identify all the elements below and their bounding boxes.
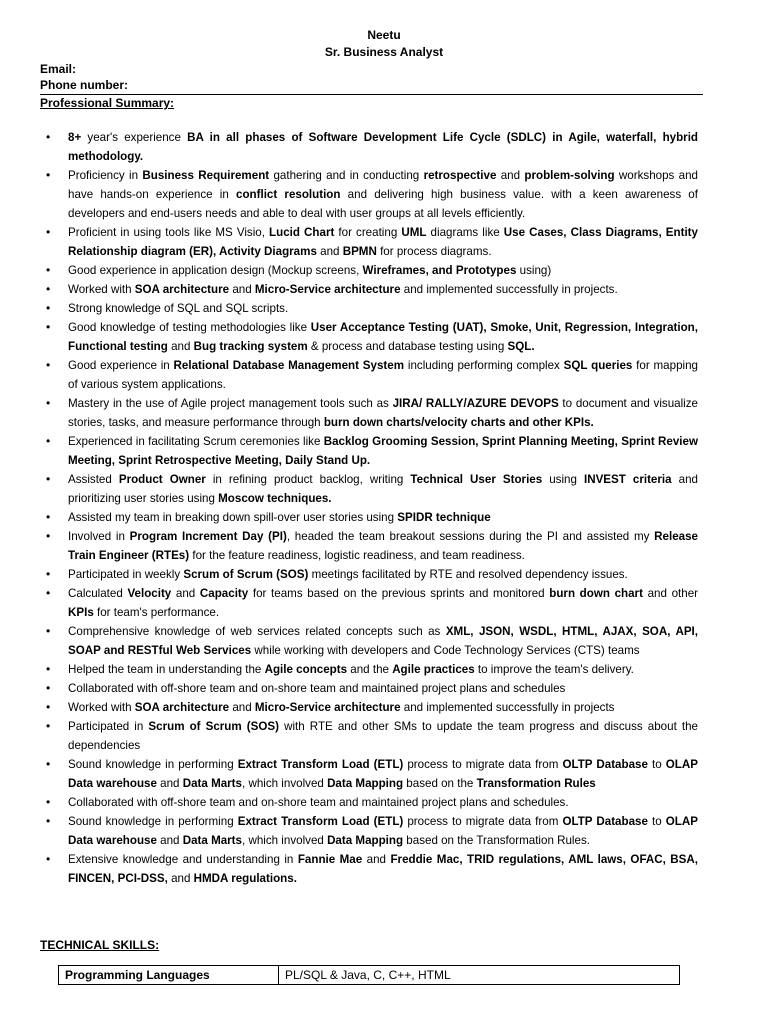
summary-item-bold-text: Program Increment Day (PI) bbox=[129, 530, 287, 543]
summary-item-text: Strong knowledge of SQL and SQL scripts. bbox=[68, 302, 289, 315]
summary-item-text: Good experience in application design (Mockup screens, bbox=[68, 264, 363, 277]
summary-item-bold-text: Data Mapping bbox=[327, 834, 404, 847]
summary-item-bold-text: Wireframes, and Prototypes bbox=[362, 264, 517, 277]
summary-item-bold-text: Lucid Chart bbox=[269, 226, 335, 239]
summary-item-text: for mapping of various system applications. bbox=[68, 359, 698, 391]
summary-item-text: Good knowledge of testing methodologies like bbox=[68, 321, 311, 334]
summary-item-text: Collaborated with off-shore team and on-shore team and maintained project plans and schedules. bbox=[68, 796, 569, 809]
summary-item-text: Proficiency in bbox=[68, 169, 143, 182]
summary-item-bold-text: burn down charts/velocity charts and other KPIs. bbox=[323, 416, 594, 429]
summary-item-text: and bbox=[362, 853, 391, 866]
summary-item bbox=[44, 356, 698, 394]
summary-item-bold-text: OLAP Data warehouse bbox=[68, 758, 698, 790]
summary-item-text: gathering and in conducting bbox=[269, 169, 424, 182]
summary-item-text: and implemented successfully in projects. bbox=[400, 283, 618, 296]
summary-item-text: Sound knowledge in performing bbox=[68, 758, 238, 771]
summary-item-text: to document and visualize stories, tasks, and measure performance through bbox=[68, 397, 698, 429]
summary-item-text: in refining product backlog, writing bbox=[205, 473, 411, 486]
skills-row bbox=[59, 966, 680, 985]
summary-item-bold-text: Technical User Stories bbox=[410, 473, 543, 486]
summary-item-bold-text: User Acceptance Testing (UAT), Smoke, Unit, Regression, Integration, Functional testing bbox=[68, 321, 698, 353]
summary-item-text: Extensive knowledge and understanding in bbox=[68, 853, 298, 866]
summary-item-text: year's experience bbox=[81, 131, 188, 144]
summary-item-bold-text: conflict resolution bbox=[236, 188, 341, 201]
summary-item-bold-text: Freddie Mac, TRID regulations, AML laws, OFAC, BSA, FINCEN, PCI-DSS, bbox=[68, 853, 699, 885]
summary-item bbox=[44, 679, 698, 698]
summary-item-text: Assisted bbox=[68, 473, 119, 486]
summary-item-text: for the feature readiness, logistic readiness, and team readiness. bbox=[189, 549, 525, 562]
summary-item-bold-text: Micro-Service architecture bbox=[254, 701, 401, 714]
summary-item-text: , headed the team breakout sessions during the PI and assisted my bbox=[286, 530, 655, 543]
summary-item-bold-text: Release Train Engineer (RTEs) bbox=[68, 530, 698, 562]
summary-item bbox=[44, 622, 698, 660]
summary-item-text: and prioritizing user stories using bbox=[68, 473, 698, 505]
summary-item-text: with RTE and other SMs to update the team progress and discuss about the dependencies bbox=[68, 720, 698, 752]
summary-item bbox=[44, 470, 698, 508]
summary-item-text: Collaborated with off-shore team and on-shore team and maintained project plans and schedules bbox=[68, 682, 566, 695]
summary-item-bold-text: SOA architecture bbox=[134, 283, 230, 296]
summary-item-text: using bbox=[542, 473, 584, 486]
summary-item-bold-text: Capacity bbox=[199, 587, 249, 600]
summary-item-bold-text: Backlog Grooming Session, Sprint Planning Meeting, Sprint Review Meeting, Sprint Retrospective Meeting, Daily Stand Up. bbox=[68, 435, 698, 467]
summary-item-bold-text: Micro-Service architecture bbox=[254, 283, 401, 296]
summary-item-bold-text: Business Requirement bbox=[142, 169, 270, 182]
summary-item-text: Calculated bbox=[68, 587, 128, 600]
summary-item-text: and other bbox=[642, 587, 698, 600]
summary-item-text: to bbox=[647, 758, 666, 771]
summary-item-bold-text: Data Mapping bbox=[327, 777, 404, 790]
summary-item-text: Involved in bbox=[68, 530, 130, 543]
summary-item bbox=[44, 527, 698, 565]
summary-item-bold-text: SQL queries bbox=[563, 359, 633, 372]
summary-item-bold-text: Velocity bbox=[127, 587, 172, 600]
summary-item bbox=[44, 394, 698, 432]
summary-item-bold-text: SOA architecture bbox=[134, 701, 230, 714]
summary-item-bold-text: SQL. bbox=[507, 340, 535, 353]
summary-item-text: using) bbox=[516, 264, 552, 277]
summary-item-text: while working with developers and Code Technology Services (CTS) teams bbox=[251, 644, 640, 657]
summary-item-text: and delivering high business value. with a keen awareness of developers and end-users needs and able to deal with user groups at all levels efficiently. bbox=[68, 188, 698, 220]
summary-item-text: and implemented successfully in projects bbox=[400, 701, 615, 714]
summary-item-bold-text: Fannie Mae bbox=[297, 853, 363, 866]
summary-item bbox=[44, 223, 698, 261]
summary-item-text: including performing complex bbox=[404, 359, 564, 372]
summary-item-text: and bbox=[316, 245, 343, 258]
summary-item bbox=[44, 812, 698, 850]
summary-item bbox=[44, 793, 698, 812]
summary-item-bold-text: Extract Transform Load (ETL) bbox=[237, 758, 404, 771]
summary-item-text: Comprehensive knowledge of web services related concepts such as bbox=[68, 625, 446, 638]
summary-item-bold-text: Agile concepts bbox=[264, 663, 348, 676]
summary-item-bold-text: UML bbox=[401, 226, 427, 239]
summary-item-text: Worked with bbox=[68, 701, 135, 714]
summary-item-bold-text: retrospective bbox=[423, 169, 497, 182]
summary-item-text: for teams based on the previous sprints and monitored bbox=[248, 587, 550, 600]
summary-item-bold-text: Moscow techniques. bbox=[218, 492, 332, 505]
summary-item bbox=[44, 166, 698, 223]
skills-values: PL/SQL & Java, C, C++, HTML bbox=[279, 966, 680, 985]
summary-item-text: to improve the team's delivery. bbox=[474, 663, 634, 676]
summary-item-text: Helped the team in understanding the bbox=[68, 663, 265, 676]
phone-label: Phone number: bbox=[40, 78, 129, 92]
summary-item-text: and bbox=[229, 283, 255, 296]
summary-item-text: for process diagrams. bbox=[376, 245, 492, 258]
summary-item-bold-text: Relational Database Management System bbox=[173, 359, 405, 372]
summary-item-bold-text: problem-solving bbox=[524, 169, 615, 182]
summary-item-bold-text: Scrum of Scrum (SOS) bbox=[148, 720, 279, 733]
summary-item-bold-text: BPMN bbox=[342, 245, 377, 258]
summary-item-text: process to migrate data from bbox=[403, 815, 563, 828]
skills-category: Programming Languages bbox=[59, 966, 279, 985]
summary-item bbox=[44, 299, 698, 318]
summary-item-text: workshops and have hands-on experience in bbox=[68, 169, 699, 201]
summary-item-text: Worked with bbox=[68, 283, 135, 296]
summary-item-bold-text: Data Marts bbox=[182, 777, 242, 790]
summary-item-text: Experienced in facilitating Scrum ceremonies like bbox=[68, 435, 324, 448]
summary-item-text: , which involved bbox=[242, 834, 328, 847]
summary-item-text: Mastery in the use of Agile project management tools such as bbox=[68, 397, 393, 410]
summary-item-text: and the bbox=[347, 663, 393, 676]
summary-item-bold-text: OLTP Database bbox=[562, 815, 648, 828]
summary-item-text: diagrams like bbox=[426, 226, 504, 239]
summary-item-bold-text: 8+ bbox=[68, 131, 82, 144]
summary-item-text: and bbox=[156, 834, 183, 847]
summary-item-bold-text: HMDA regulations. bbox=[193, 872, 297, 885]
summary-heading: Professional Summary: bbox=[40, 96, 175, 110]
summary-item-bold-text: Agile practices bbox=[392, 663, 475, 676]
email-label: Email: bbox=[40, 62, 77, 76]
header-divider bbox=[40, 94, 703, 95]
summary-item bbox=[44, 508, 698, 527]
summary-item-text: & process and database testing using bbox=[307, 340, 508, 353]
technical-skills-table bbox=[58, 965, 680, 985]
summary-item-text: Participated in bbox=[68, 720, 149, 733]
summary-item bbox=[44, 432, 698, 470]
summary-item-text: based on the Transformation Rules. bbox=[403, 834, 590, 847]
summary-item-text: based on the bbox=[403, 777, 477, 790]
summary-item-bold-text: Bug tracking system bbox=[193, 340, 308, 353]
summary-list bbox=[44, 128, 698, 888]
summary-item-text: Good experience in bbox=[68, 359, 174, 372]
summary-item-text: meetings facilitated by RTE and resolved dependency issues. bbox=[308, 568, 628, 581]
summary-item bbox=[44, 698, 698, 717]
summary-item bbox=[44, 318, 698, 356]
summary-item bbox=[44, 280, 698, 299]
summary-item bbox=[44, 261, 698, 280]
summary-item-bold-text: KPIs bbox=[68, 606, 94, 619]
summary-item-bold-text: INVEST criteria bbox=[583, 473, 672, 486]
summary-item-text: process to migrate data from bbox=[403, 758, 563, 771]
summary-item-text: Participated in weekly bbox=[68, 568, 184, 581]
summary-item bbox=[44, 717, 698, 755]
summary-item-text: and bbox=[171, 587, 200, 600]
summary-item-bold-text: XML, JSON, WSDL, HTML, AJAX, SOA, API, SOAP and RESTful Web Services bbox=[68, 625, 698, 657]
summary-item-bold-text: OLAP Data warehouse bbox=[68, 815, 698, 847]
summary-item-bold-text: Extract Transform Load (ETL) bbox=[237, 815, 404, 828]
summary-item-text: Assisted my team in breaking down spill-over user stories using bbox=[68, 511, 398, 524]
summary-item-bold-text: Product Owner bbox=[118, 473, 206, 486]
summary-item-bold-text: Transformation Rules bbox=[476, 777, 596, 790]
summary-item-text: to bbox=[647, 815, 666, 828]
summary-item bbox=[44, 565, 698, 584]
summary-item-text: Proficient in using tools like MS Visio, bbox=[68, 226, 270, 239]
summary-item-text: for creating bbox=[334, 226, 402, 239]
summary-item-bold-text: Use Cases, Class Diagrams, Entity Relationship diagram (ER), Activity Diagrams bbox=[68, 226, 698, 258]
summary-item-text: Sound knowledge in performing bbox=[68, 815, 238, 828]
summary-item-text: and bbox=[496, 169, 525, 182]
summary-item-bold-text: Scrum of Scrum (SOS) bbox=[183, 568, 309, 581]
summary-item-bold-text: burn down chart bbox=[549, 587, 643, 600]
summary-item-bold-text: Data Marts bbox=[182, 834, 242, 847]
candidate-title: Sr. Business Analyst bbox=[324, 45, 444, 59]
summary-item bbox=[44, 584, 698, 622]
summary-item-text: and bbox=[229, 701, 255, 714]
summary-item-text: and bbox=[167, 340, 194, 353]
summary-item-bold-text: BA in all phases of Software Development Life Cycle (SDLC) in Agile, waterfall, hybrid methodology. bbox=[68, 131, 698, 163]
summary-item-text: and bbox=[167, 872, 194, 885]
candidate-name: Neetu bbox=[367, 28, 401, 42]
summary-item-bold-text: SPIDR technique bbox=[397, 511, 491, 524]
summary-item-bold-text: OLTP Database bbox=[562, 758, 648, 771]
summary-item bbox=[44, 128, 698, 166]
summary-item-text: for team's performance. bbox=[93, 606, 220, 619]
summary-item bbox=[44, 850, 698, 888]
summary-item-text: , which involved bbox=[242, 777, 328, 790]
technical-skills-heading: TECHNICAL SKILLS: bbox=[40, 938, 160, 952]
summary-item-bold-text: JIRA/ RALLY/AZURE DEVOPS bbox=[392, 397, 559, 410]
summary-item-text: and bbox=[156, 777, 183, 790]
summary-item bbox=[44, 755, 698, 793]
summary-item bbox=[44, 660, 698, 679]
